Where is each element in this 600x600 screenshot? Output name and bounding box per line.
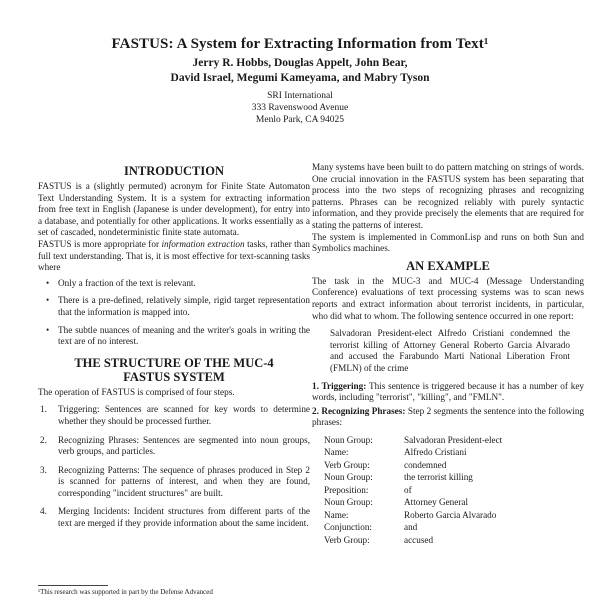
- list-item: [40, 434, 310, 458]
- triggering-label: 1. Triggering:: [312, 380, 367, 391]
- section-heading-structure-line-2: FASTUS SYSTEM: [123, 369, 225, 384]
- author-list: [0, 56, 600, 86]
- step-text: Triggering: Sentences are scanned for key words to determine whether they should be processed further.: [58, 404, 310, 426]
- phrase-type: Name:: [324, 509, 349, 520]
- table-row: [324, 485, 502, 498]
- step-text: Recognizing Patterns: The sequence of phrases produced in Step 2 is scanned for patterns of interest, and when they are found, corresponding "incident structures" are built.: [58, 464, 310, 498]
- example-paragraph: The task in the MUC-3 and MUC-4 (Message Understanding Conference) evaluations of text processing systems was to scan news reports and extract information about terrorist incidents, in particular, who did what to whom. The following sentence occurred in one report:: [312, 275, 584, 321]
- intro-paragraph-2: [38, 239, 310, 274]
- step-text: Merging Incidents: Incident structures from different parts of the text are merged if they provide information about the same incident.: [58, 506, 310, 529]
- table-row: [324, 460, 502, 473]
- intro-p2-emphasis: information extraction: [161, 238, 245, 249]
- table-row: [324, 497, 502, 510]
- phrase-type: Verb Group:: [324, 459, 370, 470]
- phrase-type: Noun Group:: [324, 472, 373, 483]
- list-item: [46, 277, 310, 290]
- phrase-value: and: [404, 522, 418, 533]
- bullet-icon: •: [46, 277, 50, 288]
- example-sentence-quote: Salvadoran President-elect Alfredo Cristiani condemned the terrorist killing of Attorney General Roberto Garcia Alvarado and accused the Farabundo Marti National Liberation Front (FMLN) of the crime: [330, 328, 570, 373]
- table-row: [324, 447, 502, 460]
- list-item: [40, 464, 310, 500]
- list-item: [46, 324, 310, 348]
- phrase-value: Attorney General: [404, 497, 469, 508]
- triggering-paragraph: [312, 381, 584, 404]
- phrase-type: Noun Group:: [324, 434, 373, 445]
- section-heading-introduction: INTRODUCTION: [123, 164, 224, 178]
- affiliation-line-2: 333 Ravenswood Avenue: [251, 103, 349, 113]
- phrase-value: accused: [404, 534, 434, 545]
- affiliation-line-1: SRI International: [267, 91, 333, 101]
- authors-line-1: Jerry R. Hobbs, Douglas Appelt, John Bear,: [192, 57, 408, 69]
- steps-list: [38, 404, 310, 529]
- step-number: 1.: [40, 404, 47, 415]
- phrase-type: Conjunction:: [324, 522, 372, 533]
- phrase-value: Alfredo Cristiani: [404, 447, 467, 458]
- phrase-value: Roberto Garcia Alvarado: [404, 509, 497, 520]
- left-column: [38, 162, 310, 537]
- step-number: 2.: [40, 434, 47, 445]
- step-number: 4.: [40, 506, 47, 517]
- intro-p2-text-a: FASTUS is more appropriate for: [38, 238, 162, 249]
- bullet-icon: •: [46, 324, 50, 335]
- intro-paragraph-1: FASTUS is a (slightly permuted) acronym for Finite State Automaton Text Understanding System. It is a system for extracting information from free text in English (Japanese is under development), for entry into a database, and potentially for other applications. It works essentially as a set of cascaded, nondeterministic finite state automata.: [38, 181, 310, 238]
- step-text: Recognizing Phrases: Sentences are segmented into noun groups, verb groups, and particles.: [58, 434, 310, 457]
- phrase-type: Name:: [324, 447, 349, 458]
- affiliation-line-3: Menlo Park, CA 94025: [255, 115, 345, 125]
- list-item-text: Only a fraction of the text is relevant.: [58, 277, 196, 288]
- criteria-bullet-list: [38, 278, 310, 348]
- structure-intro: The operation of FASTUS is comprised of four steps.: [38, 386, 235, 397]
- triggering-text: This sentence is triggered because it has a number of key words, including "terrorist", "killing", and "FMLN".: [312, 380, 584, 403]
- table-row: [324, 472, 502, 485]
- phrase-value: Salvadoran President-elect: [404, 434, 503, 445]
- bullet-icon: •: [46, 295, 50, 306]
- recognizing-text: Step 2 segments the sentence into the following phrases:: [312, 405, 585, 428]
- recognizing-label: 2. Recognizing Phrases:: [312, 405, 406, 416]
- section-heading-example: AN EXAMPLE: [406, 258, 490, 273]
- phrase-type: Noun Group:: [324, 497, 373, 508]
- phrase-value: the terrorist killing: [404, 472, 473, 483]
- list-item: [40, 506, 310, 529]
- phrase-type: Verb Group:: [324, 534, 370, 545]
- list-item-text: The subtle nuances of meaning and the writer's goals in writing the text are of no interest.: [58, 324, 310, 347]
- section-heading-structure-line-1: THE STRUCTURE OF THE MUC-4: [74, 355, 274, 370]
- intro-p2-text-b: tasks, rather than full text understanding. That is, it is most effective for text-scanning tasks where: [38, 238, 310, 273]
- table-row: [324, 510, 502, 523]
- authors-line-2: David Israel, Megumi Kameyama, and Mabry Tyson: [170, 72, 430, 84]
- list-item-text: There is a pre-defined, relatively simple, rigid target representation that the information is mapped into.: [58, 295, 310, 317]
- phrase-table: [324, 435, 502, 548]
- phrase-type: Preposition:: [324, 484, 369, 495]
- table-row: [324, 435, 502, 448]
- right-paragraph-1: Many systems have been built to do pattern matching on strings of words. One crucial innovation in the FASTUS system has been separating that process into the two steps of recognizing phrases and recognizing patterns. Phrases can be recognized reliably with purely syntactic information, and they provide precisely the elements that are required for stating the patterns of interest.: [312, 162, 584, 230]
- phrase-value: of: [404, 484, 412, 495]
- section-heading-structure: [38, 356, 310, 384]
- table-row: [324, 535, 502, 548]
- recognizing-paragraph: [312, 406, 584, 429]
- paper-title: FASTUS: A System for Extracting Information from Text¹: [111, 36, 489, 52]
- list-item: [46, 295, 310, 318]
- phrase-value: condemned: [404, 459, 447, 470]
- step-number: 3.: [40, 464, 47, 475]
- footnote: ¹This research was supported in part by the Defense Advanced: [38, 588, 213, 596]
- footnote-divider: [38, 585, 108, 586]
- table-row: [324, 522, 502, 535]
- right-column: [312, 162, 584, 547]
- list-item: [40, 404, 310, 427]
- right-paragraph-2: The system is implemented in CommonLisp and runs on both Sun and Symbolics machines.: [312, 231, 584, 254]
- affiliation: [0, 90, 600, 126]
